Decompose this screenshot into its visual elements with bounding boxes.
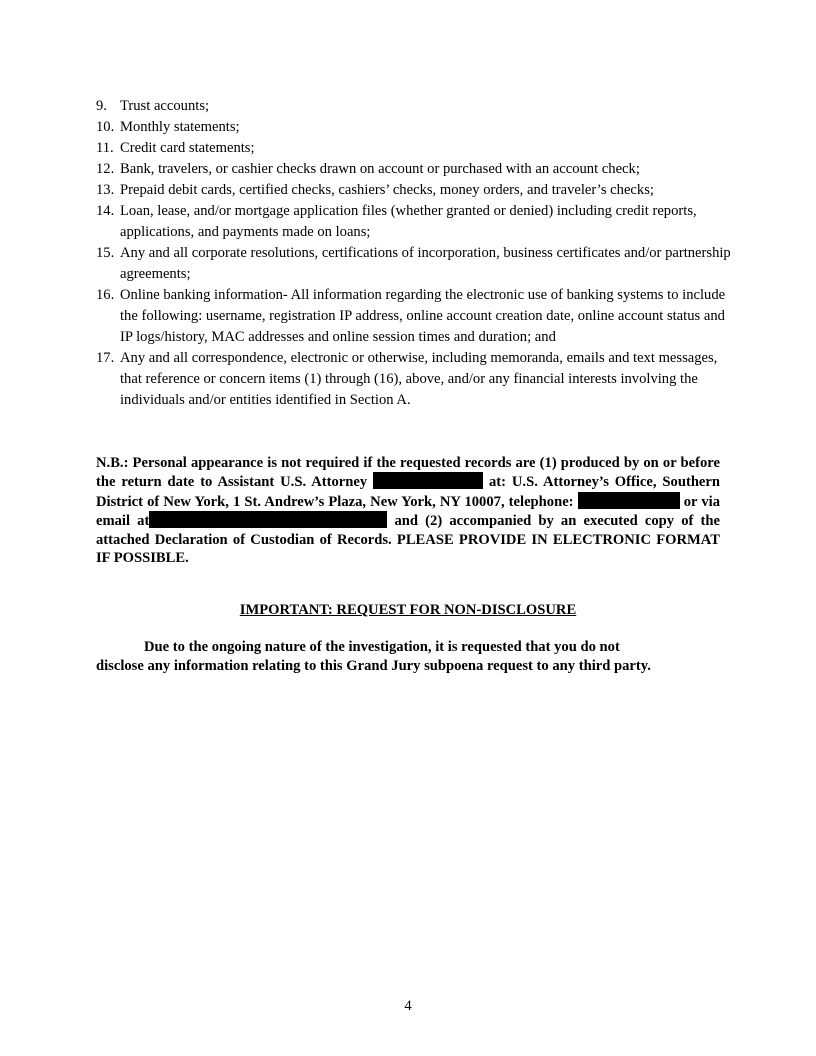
item-text: Credit card statements; bbox=[120, 140, 255, 156]
nb-notice bbox=[96, 454, 720, 567]
item-text: Trust accounts; bbox=[120, 98, 210, 114]
nondisclosure-paragraph bbox=[96, 638, 720, 676]
item-text: Prepaid debit cards, certified checks, cashiers’ checks, money orders, and traveler’s checks; bbox=[120, 182, 654, 198]
item-number: 16. bbox=[96, 287, 115, 303]
item-number: 9. bbox=[96, 98, 107, 114]
item-text: Any and all corporate resolutions, certifications of incorporation, business certificates and/or partnership agreements; bbox=[120, 245, 731, 282]
list-item bbox=[96, 285, 736, 348]
list-item bbox=[96, 117, 736, 138]
redaction-email bbox=[149, 511, 387, 528]
list-item bbox=[96, 96, 736, 117]
item-text: Bank, travelers, or cashier checks drawn on account or purchased with an account check; bbox=[120, 161, 640, 177]
list-item bbox=[96, 180, 736, 201]
item-text: Any and all correspondence, electronic or otherwise, including memoranda, emails and text messages, that reference or concern items (1) through (16), above, and/or any financial interests involving the individuals and/or entities identified in Section A. bbox=[120, 350, 718, 408]
item-number: 17. bbox=[96, 350, 115, 366]
item-text: Loan, lease, and/or mortgage application files (whether granted or denied) including credit reports, applications, and payments made on loans; bbox=[120, 203, 697, 240]
item-text: Online banking information- All information regarding the electronic use of banking systems to include the following: username, registration IP address, online account creation date, online account status and IP logs/history, MAC addresses and online session times and duration; and bbox=[120, 287, 726, 345]
item-number: 14. bbox=[96, 203, 115, 219]
nondisclosure-line-1: Due to the ongoing nature of the investigation, it is requested that you do not bbox=[144, 639, 620, 655]
document-request-list bbox=[96, 96, 736, 411]
nb-text-3: or via email at bbox=[96, 493, 720, 530]
item-number: 11. bbox=[96, 140, 114, 156]
item-number: 15. bbox=[96, 245, 115, 261]
nondisclosure-line-2: disclose any information relating to this Grand Jury subpoena request to any third party. bbox=[96, 658, 651, 674]
list-item bbox=[96, 243, 736, 285]
item-text: Monthly statements; bbox=[120, 119, 240, 135]
nb-text-1: N.B.: Personal appearance is not required if the requested records are (1) produced by on or before the return date to Assistant U.S. Attorney bbox=[96, 455, 720, 491]
item-number: 10. bbox=[96, 119, 115, 135]
nb-text-4: and (2) accompanied by an executed copy of the attached Declaration of Custodian of Records. PLEASE PROVIDE IN ELECTRONIC FORMAT IF POSSIBLE. bbox=[96, 513, 720, 567]
nb-text-2: at: U.S. Attorney’s Office, Southern District of New York, 1 St. Andrew’s Plaza, New York, NY 10007, telephone: bbox=[96, 474, 721, 510]
list-item bbox=[96, 201, 736, 243]
item-number: 13. bbox=[96, 182, 115, 198]
redaction-telephone bbox=[578, 492, 680, 509]
redaction-attorney-name bbox=[373, 472, 483, 489]
list-item bbox=[96, 138, 736, 159]
page-number: 4 bbox=[404, 998, 412, 1014]
list-item bbox=[96, 159, 736, 180]
list-item bbox=[96, 348, 736, 411]
nondisclosure-heading: IMPORTANT: REQUEST FOR NON-DISCLOSURE bbox=[239, 602, 577, 618]
item-number: 12. bbox=[96, 161, 115, 177]
